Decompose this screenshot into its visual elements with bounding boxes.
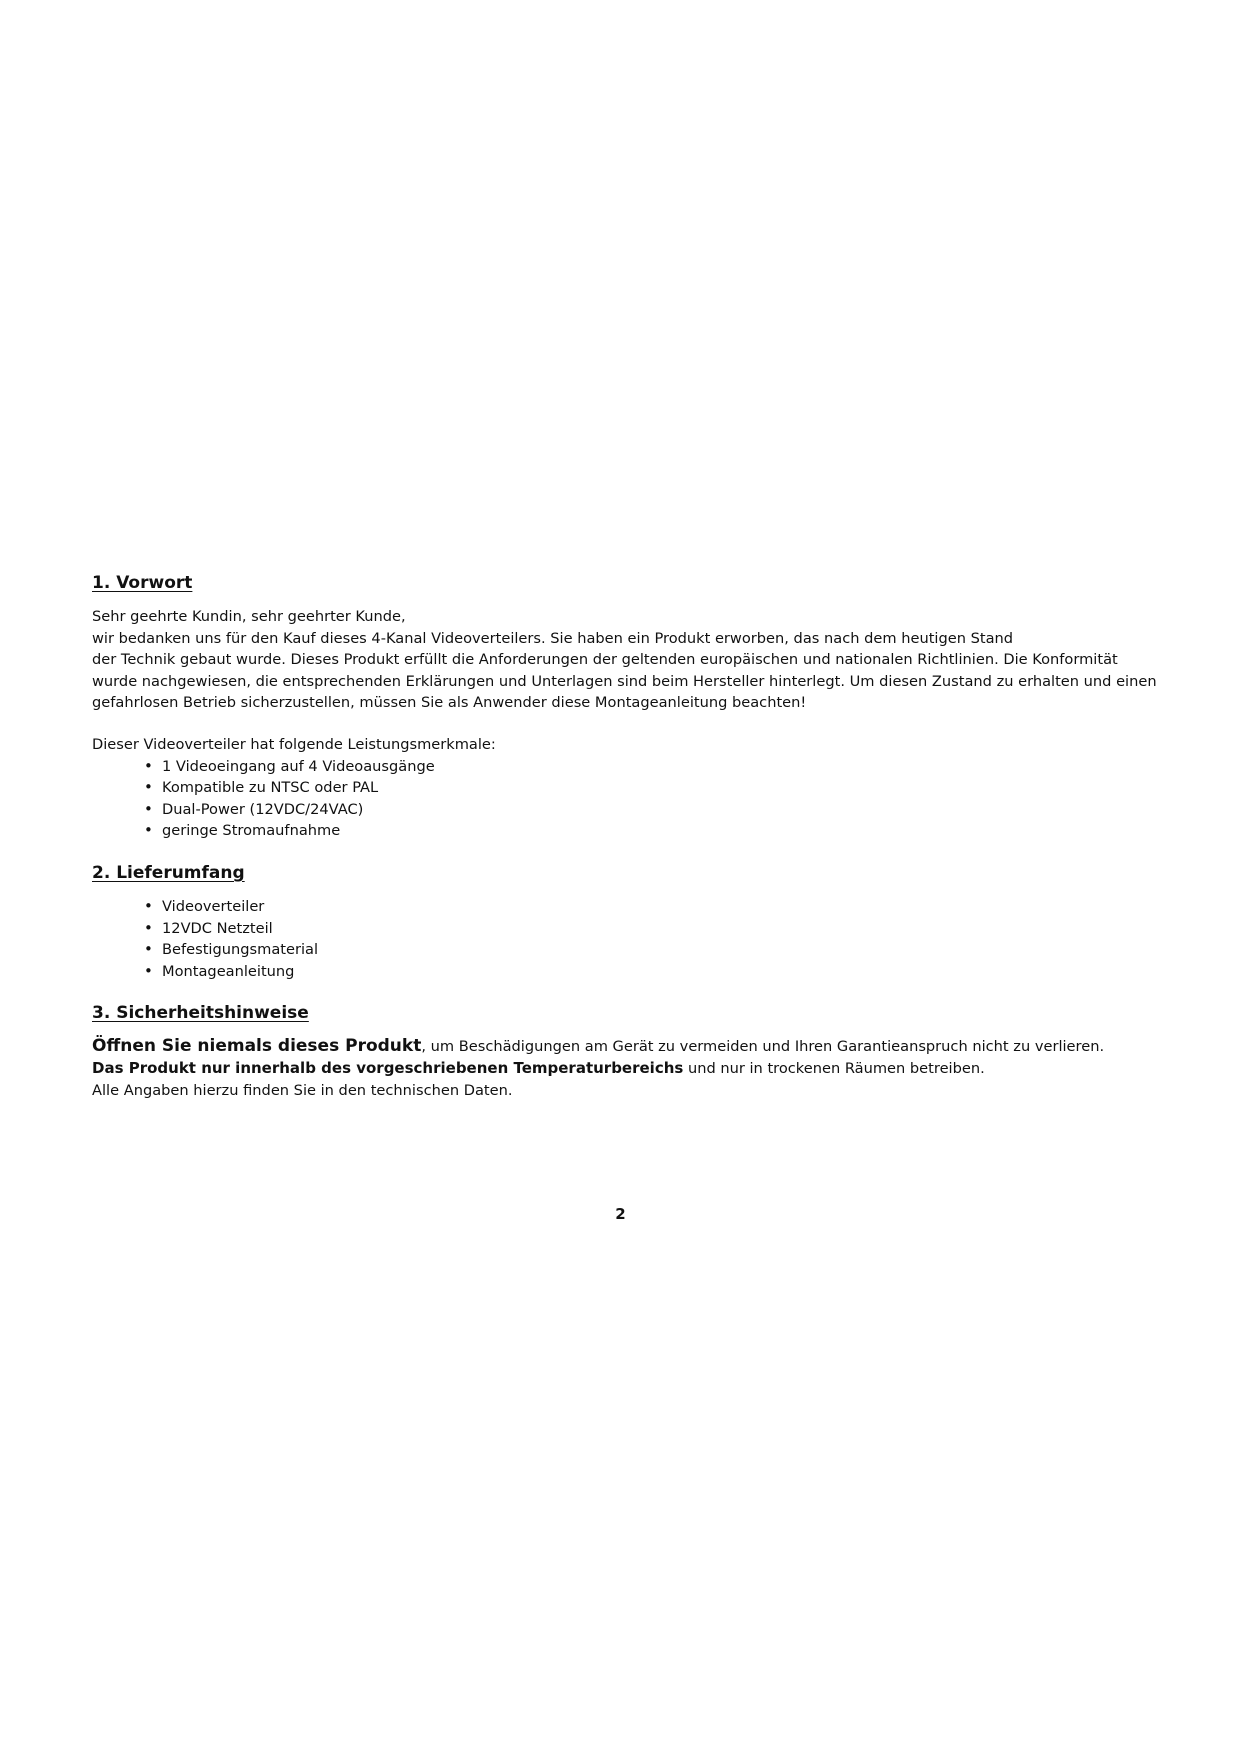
vorwort-line-5: gefahrlosen Betrieb sicherzustellen, müssen Sie als Anwender diese Montageanleitung beachten! xyxy=(92,694,807,712)
section-sicherheitshinweise xyxy=(92,1000,1172,1101)
list-item: • Kompatible zu NTSC oder PAL xyxy=(144,777,1172,799)
page-number: 2 xyxy=(615,1205,626,1223)
safety-temperature-bold: Das Produkt nur innerhalb des vorgeschriebenen Temperaturbereichs xyxy=(92,1058,684,1077)
list-item: • Dual-Power (12VDC/24VAC) xyxy=(144,799,1172,821)
safety-line-3: Alle Angaben hierzu finden Sie in den technischen Daten. xyxy=(92,1081,513,1099)
section-heading-sicherheitshinweise: 3. Sicherheitshinweise xyxy=(92,1003,309,1024)
vorwort-line-1: Sehr geehrte Kundin, sehr geehrter Kunde, xyxy=(92,608,406,625)
section-heading-vorwort: 1. Vorwort xyxy=(92,573,193,593)
safety-line-1 xyxy=(92,1036,1172,1058)
list-item: • 1 Videoeingang auf 4 Videoausgänge xyxy=(144,756,1172,778)
section-vorwort xyxy=(92,570,1172,842)
vorwort-line-4: wurde nachgewiesen, die entsprechenden Erklärungen und Unterlagen sind beim Hersteller hinterlegt. Um diesen Zustand zu erhalten und einen xyxy=(92,672,1157,690)
vorwort-line-3: der Technik gebaut wurde. Dieses Produkt erfüllt die Anforderungen der geltenden europäischen und nationalen Richtlinien. Die Konformität xyxy=(92,651,1118,669)
page-content xyxy=(92,570,1172,1101)
safety-line-1-text: , um Beschädigungen am Gerät zu vermeiden und Ihren Garantieanspruch nicht zu verlieren. xyxy=(421,1038,1105,1056)
list-item: • Montageanleitung xyxy=(144,961,1172,983)
safety-line-2-text: und nur in trockenen Räumen betreiben. xyxy=(683,1059,985,1077)
list-item: • Videoverteiler xyxy=(144,896,1172,918)
section-lieferumfang xyxy=(92,860,1172,982)
safety-warning-bold: Öffnen Sie niemals dieses Produkt xyxy=(92,1036,422,1057)
vorwort-line-2: wir bedanken uns für den Kauf dieses 4-Kanal Videoverteilers. Sie haben ein Produkt erworben, das nach dem heutigen Stand xyxy=(92,629,1014,647)
features-list xyxy=(92,756,1172,842)
safety-line-2 xyxy=(92,1058,1172,1080)
paragraph-gap xyxy=(92,714,1172,734)
section-heading-lieferumfang: 2. Lieferumfang xyxy=(92,862,245,883)
features-intro: Dieser Videoverteiler hat folgende Leistungsmerkmale: xyxy=(92,735,496,753)
list-item: • geringe Stromaufnahme xyxy=(144,820,1172,842)
list-item: • 12VDC Netzteil xyxy=(144,918,1172,940)
list-item: • Befestigungsmaterial xyxy=(144,939,1172,961)
delivery-list xyxy=(92,896,1172,982)
